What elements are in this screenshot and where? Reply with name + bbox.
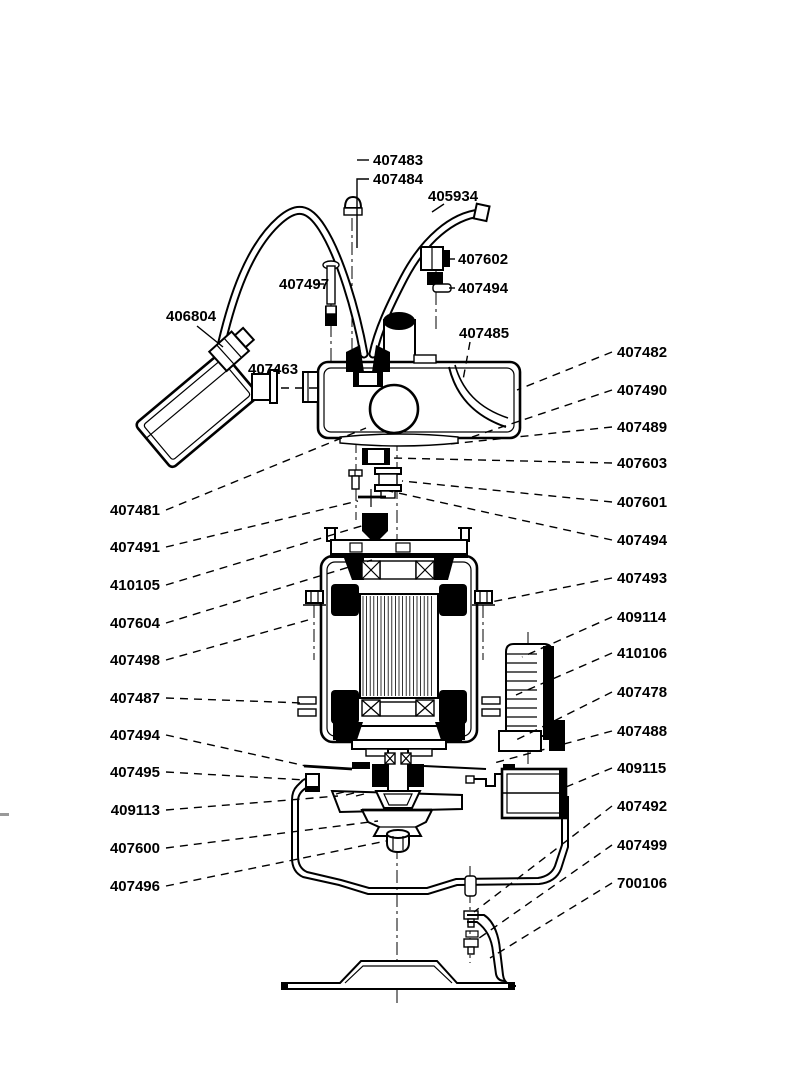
leader-line-407495 [166, 772, 306, 780]
long-rod [424, 766, 486, 769]
lower-bearing [380, 702, 416, 716]
part-label-409114: 409114 [617, 609, 667, 626]
part-label-407603: 407603 [617, 455, 668, 472]
cord-grip-screw [323, 261, 339, 326]
impeller-nut [387, 830, 409, 852]
part-label-409115: 409115 [617, 760, 667, 777]
retaining-clip [466, 774, 502, 786]
leader-line-407492 [474, 806, 612, 912]
bearing-cap-410105 [362, 513, 388, 539]
power-cables [222, 204, 490, 354]
hose-clamp [306, 774, 319, 792]
leader-line-407496 [166, 841, 386, 886]
part-label-407495: 407495 [109, 764, 160, 781]
motor-mount-screw-right [482, 697, 500, 704]
part-label-407498: 407498 [109, 652, 160, 669]
leader-line-409115 [566, 768, 612, 787]
part-label-407483: 407483 [373, 152, 424, 169]
spacer-spool [375, 468, 401, 474]
leader-line-407494 [166, 735, 306, 766]
leader-line-409113 [166, 796, 338, 810]
float-switch [135, 324, 260, 469]
part-label-407604: 407604 [109, 615, 160, 632]
part-label-407492: 407492 [617, 798, 668, 815]
capacitor-box [502, 764, 566, 818]
part-label-409113: 409113 [110, 802, 160, 819]
upper-bearing [380, 561, 416, 579]
part-label-407494: 407494 [458, 280, 509, 297]
part-label-410105: 410105 [109, 577, 160, 594]
leader-line-407498 [166, 620, 308, 660]
part-label-407481: 407481 [109, 502, 160, 519]
part-label-407490: 407490 [617, 382, 668, 399]
part-label-407485: 407485 [459, 325, 510, 342]
part-label-407491: 407491 [109, 539, 160, 556]
leader-line-407600 [166, 821, 378, 848]
part-label-407493: 407493 [617, 570, 668, 587]
leader-line-407601 [402, 481, 612, 502]
connector-block [421, 247, 451, 292]
volute-screw-boss [465, 876, 476, 896]
part-label-407487: 407487 [109, 690, 160, 707]
base-stand [281, 911, 516, 990]
part-label-407488: 407488 [617, 723, 668, 740]
cable-end-cap [474, 204, 490, 221]
part-label-405934: 405934 [428, 188, 479, 205]
small-pin [433, 284, 451, 292]
clamp-bolt-left [306, 591, 323, 603]
part-label-407497: 407497 [279, 276, 330, 293]
shaft-key [352, 762, 370, 769]
housing-gasket [340, 434, 458, 446]
part-label-407601: 407601 [617, 494, 668, 511]
part-label-407484: 407484 [373, 171, 424, 188]
base-plate [283, 961, 512, 989]
finned-capacitor-block [499, 644, 565, 751]
leader-line-700106 [490, 883, 612, 958]
shaft-pin [304, 766, 352, 769]
part-label-407489: 407489 [617, 419, 668, 436]
part-label-407602: 407602 [458, 251, 509, 268]
scan-artifact [0, 813, 9, 816]
part-label-407496: 407496 [109, 878, 160, 895]
part-label-407600: 407600 [109, 840, 160, 857]
leader-line-407603 [392, 458, 612, 463]
stator-winding [331, 584, 359, 616]
part-label-407478: 407478 [617, 684, 668, 701]
clamp-bolt-right [475, 591, 492, 603]
shaft-small-parts [349, 449, 401, 539]
part-label-410106: 410106 [617, 645, 668, 662]
base-screw-407499 [464, 939, 478, 947]
part-label-407494: 407494 [109, 727, 160, 744]
motor-mount-screw-left [298, 697, 316, 704]
part-label-406804: 406804 [166, 308, 217, 325]
leader-line-407487 [166, 698, 303, 703]
part-label-700106: 700106 [617, 875, 668, 892]
cord-grommet [344, 197, 362, 215]
part-label-407494: 407494 [617, 532, 668, 549]
leader-line-407493 [486, 578, 612, 603]
housing-bore [370, 385, 418, 433]
part-label-407499: 407499 [617, 837, 668, 854]
leader-line-405934 [432, 204, 444, 212]
leader-line-407482 [517, 352, 612, 390]
motor-assembly [298, 528, 500, 756]
part-label-407482: 407482 [617, 344, 668, 361]
part-label-407463: 407463 [248, 361, 299, 378]
